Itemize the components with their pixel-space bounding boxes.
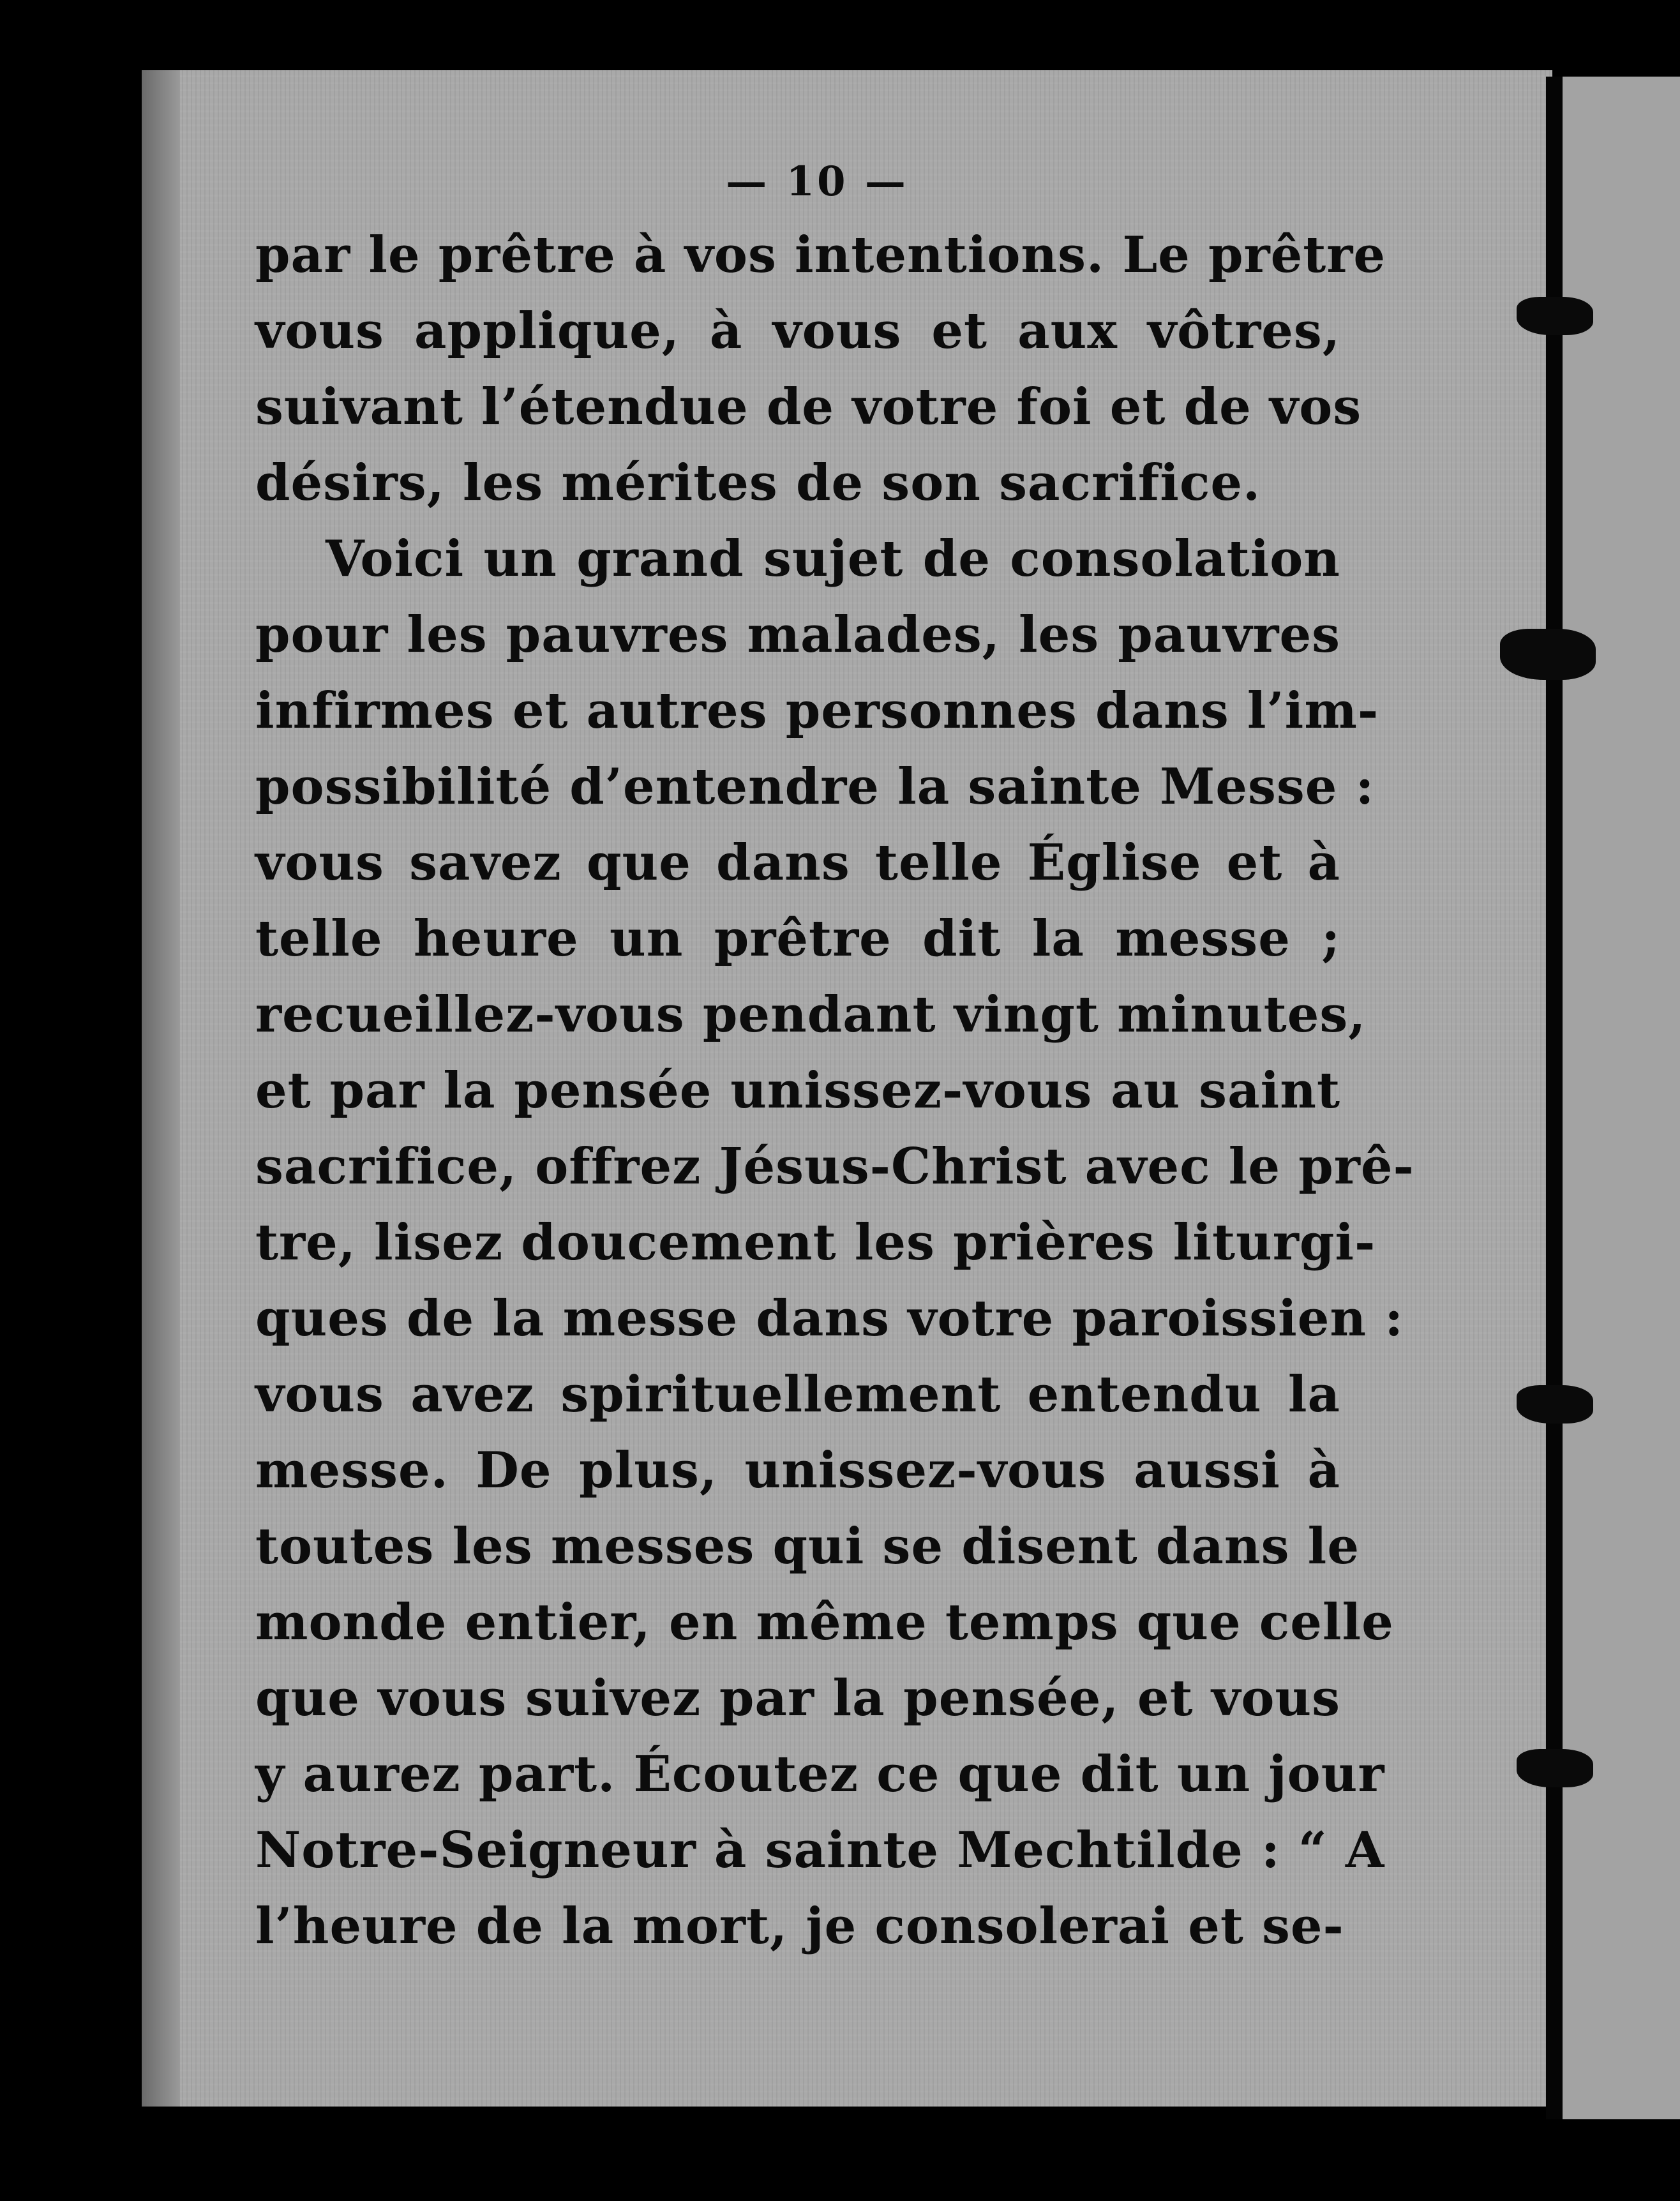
text-line: Voici un grand sujet de consolation [326,530,1340,588]
text-line: que vous suivez par la pensée, et vous [255,1669,1340,1727]
text-line: y aurez part. Écoutez ce que dit un jour [255,1745,1385,1803]
binding-stitch [1517,1749,1593,1787]
text-line: monde entier, en même temps que celle [255,1593,1394,1651]
text-line: sacrifice, offrez Jésus-Christ avec le prê- [255,1138,1414,1196]
facing-page-edge [1557,77,1680,2119]
text-line: par le prêtre à vos intentions. Le prêtre [255,226,1386,284]
binding-stitch [1517,297,1593,335]
text-line: et par la pensée unissez-vous au saint [255,1062,1340,1120]
text-line: désirs, les mérites de son sacrifice. [255,454,1261,512]
page-number: — 10 — [726,158,908,206]
page-left-edge [142,70,180,2107]
text-line: vous avez spirituellement entendu la [255,1365,1340,1424]
text-line: tre, lisez doucement les prières liturgi- [255,1213,1376,1272]
text-line: infirmes et autres personnes dans l’im- [255,682,1379,740]
text-line: suivant l’étendue de votre foi et de vos [255,378,1362,436]
page-text [255,153,1414,1964]
text-line: vous applique, à vous et aux vôtres, [255,302,1340,360]
text-line: possibilité d’entendre la sainte Messe : [255,758,1375,816]
text-line: messe. De plus, unissez-vous aussi à [255,1441,1340,1499]
text-line: recueillez-vous pendant vingt minutes, [255,986,1367,1044]
text-line: Notre-Seigneur à sainte Mechtilde : “ A [255,1821,1385,1879]
text-line: pour les pauvres malades, les pauvres [255,606,1340,664]
text-line: l’heure de la mort, je consolerai et se- [255,1897,1344,1955]
text-line: ques de la messe dans votre paroissien : [255,1289,1404,1348]
binding-stitch [1517,1385,1593,1424]
binding-thread [1546,77,1563,2119]
text-line: toutes les messes qui se disent dans le [255,1517,1360,1575]
binding-stitch [1500,629,1596,680]
text-line: vous savez que dans telle Église et à [255,834,1340,892]
text-line: telle heure un prêtre dit la messe ; [255,910,1340,968]
